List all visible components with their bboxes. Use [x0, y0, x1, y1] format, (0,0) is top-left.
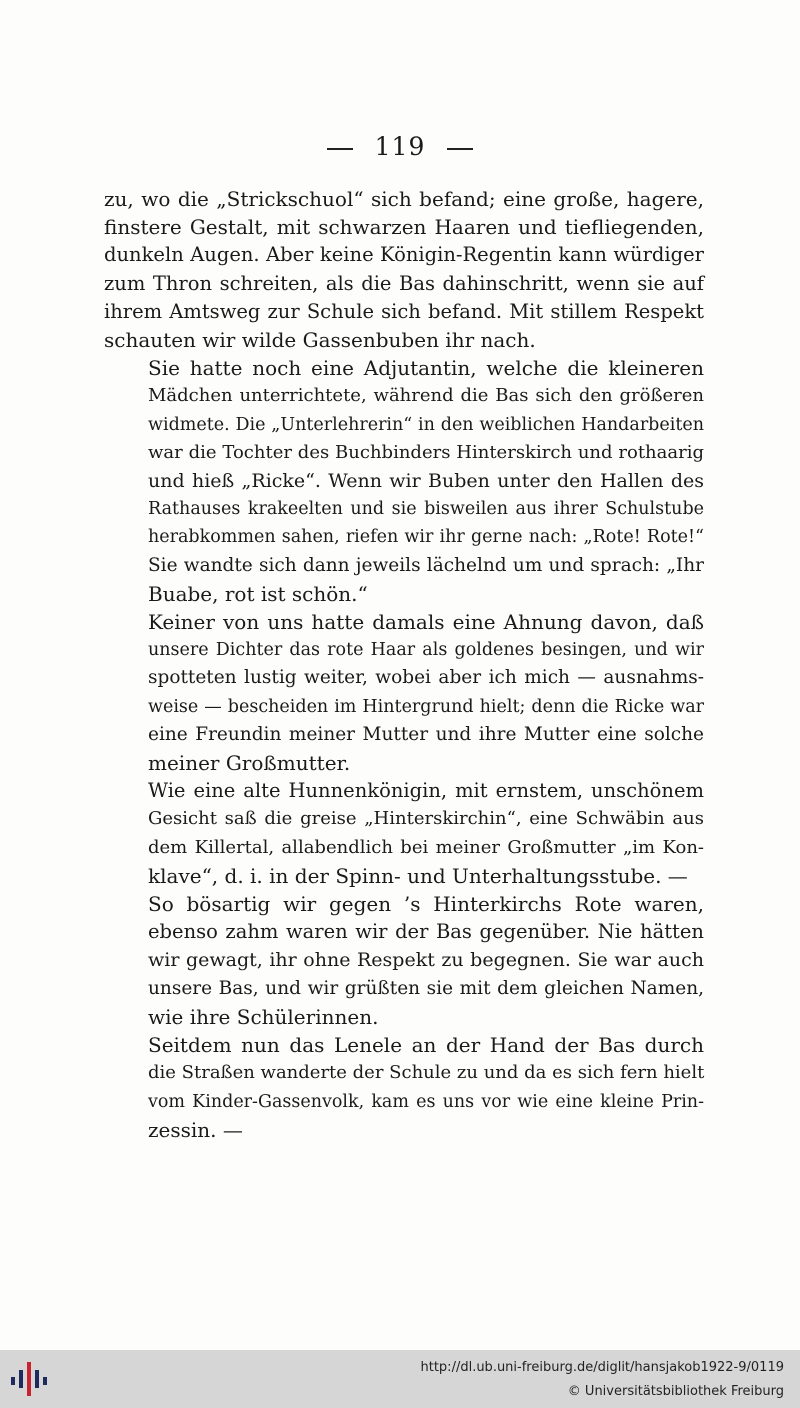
viewer-footer	[0, 1350, 800, 1408]
text-line: klave“, d. i. in der Spinn- und Unterhaltungsstube. —	[148, 863, 688, 888]
paragraph	[104, 608, 704, 777]
text-line: Mädchen unterrichtete, während die Bas sich den größeren	[148, 385, 704, 407]
header-dash-left	[327, 148, 353, 150]
text-line: und hieß „Ricke“. Wenn wir Buben unter den Hallen des	[148, 470, 704, 493]
text-line: vom Kinder-Gassenvolk, kam es uns vor wie eine kleine Prin-	[148, 1091, 704, 1112]
text-line: ebenso zahm waren wir der Bas gegenüber. Nie hätten	[148, 920, 704, 944]
text-line: weise — bescheiden im Hintergrund hielt; denn die Ricke war	[148, 696, 704, 717]
body-text	[104, 185, 704, 1144]
permalink-url[interactable]: http://dl.ub.uni-freiburg.de/diglit/hansjakob1922-9/0119	[420, 1360, 784, 1375]
text-line: zessin. —	[148, 1117, 243, 1142]
paragraph	[104, 777, 704, 890]
text-line: Buabe, rot ist schön.“	[148, 581, 368, 606]
text-line: Sie wandte sich dann jeweils lächelnd um und sprach: „Ihr	[148, 554, 704, 576]
paragraph	[104, 354, 704, 608]
text-line: die Straßen wanderte der Schule zu und da es sich fern hielt	[148, 1062, 705, 1084]
paragraph	[104, 185, 704, 354]
text-line: unsere Bas, und wir grüßten sie mit dem gleichen Namen,	[148, 977, 704, 999]
page-header	[0, 132, 800, 161]
text-line: spotteten lustig weiter, wobei aber ich mich — ausnahms-	[148, 667, 704, 689]
text-line: wie ihre Schülerinnen.	[148, 1004, 379, 1029]
text-line: Keiner von uns hatte damals eine Ahnung davon, daß	[148, 610, 704, 635]
paragraph	[104, 1031, 704, 1144]
text-line: schauten wir wilde Gassenbuben ihr nach.	[104, 328, 536, 353]
page-number: 119	[374, 132, 426, 161]
text-line: finstere Gestalt, mit schwarzen Haaren und tiefliegenden,	[104, 215, 704, 240]
text-line: So bösartig wir gegen ’s Hinterkirchs Rote waren,	[148, 892, 704, 917]
text-line: dem Killertal, allabendlich bei meiner Großmutter „im Kon-	[148, 836, 704, 858]
copyright-notice: © Universitätsbibliothek Freiburg	[567, 1384, 784, 1399]
text-line: herabkommen sahen, riefen wir ihr gerne nach: „Rote! Rote!“	[148, 527, 704, 548]
text-line: wir gewagt, ihr ohne Respekt zu begegnen. Sie war auch	[148, 949, 704, 972]
ub-freiburg-logo-icon	[8, 1360, 48, 1398]
text-line: Rathauses krakeelten und sie bisweilen aus ihrer Schulstube	[148, 499, 704, 520]
text-line: widmete. Die „Unterlehrerin“ in den weiblichen Handarbeiten	[148, 414, 704, 435]
text-line: Wie eine alte Hunnenkönigin, mit ernstem, unschönem	[148, 779, 704, 803]
text-line: Gesicht saß die greise „Hinterskirchin“, eine Schwäbin aus	[148, 808, 704, 830]
text-line: eine Freundin meiner Mutter und ihre Mutter eine solche	[148, 723, 704, 745]
text-line: Sie hatte noch eine Adjutantin, welche die kleineren	[148, 356, 704, 381]
text-line: meiner Großmutter.	[148, 751, 351, 776]
text-line: dunkeln Augen. Aber keine Königin-Regentin kann würdiger	[104, 243, 704, 267]
text-line: ihrem Amtsweg zur Schule sich befand. Mit stillem Respekt	[104, 299, 704, 323]
paragraph	[104, 890, 704, 1031]
text-line: Seitdem nun das Lenele an der Hand der Bas durch	[148, 1033, 704, 1058]
text-line: war die Tochter des Buchbinders Hinterskirch und rothaarig	[148, 441, 704, 463]
header-dash-right	[447, 148, 473, 150]
text-line: zum Thron schreiten, als die Bas dahinschritt, wenn sie auf	[104, 271, 704, 295]
text-line: zu, wo die „Strickschuol“ sich befand; eine große, hagere,	[104, 187, 704, 211]
text-line: unsere Dichter das rote Haar als goldenes besingen, und wir	[148, 640, 704, 661]
